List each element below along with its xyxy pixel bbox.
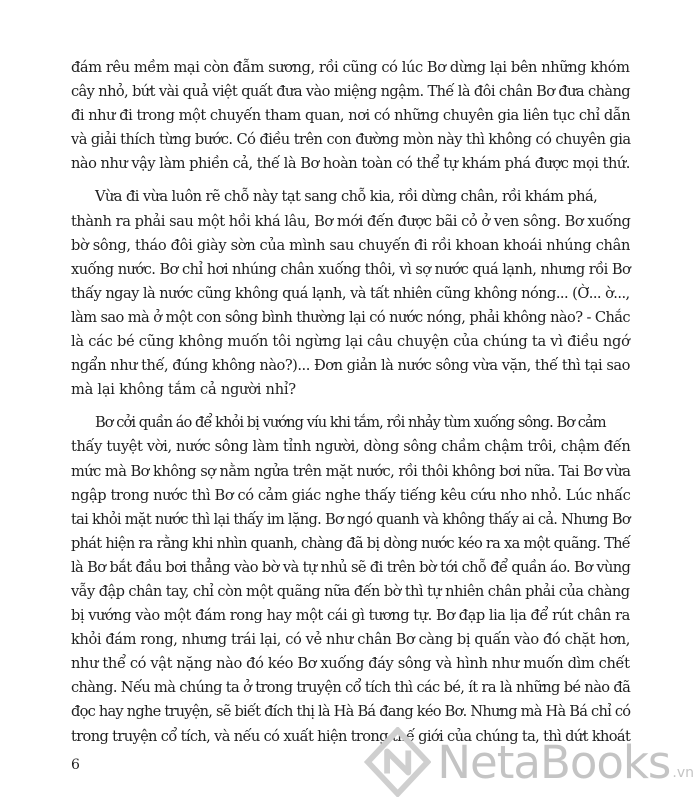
- paragraph-3: [71, 411, 630, 748]
- netabooks-logo-icon: [364, 727, 431, 797]
- text-line: là các bé cũng không muốn tôi ngừng lại câu chuyện của chúng ta vì điều ngớ: [71, 333, 630, 351]
- text-line: ngẩn như thế, đúng không nào?)... Đơn giản là nước sông vừa vặn, thế thì tại sao: [71, 357, 630, 375]
- text-line: đám rêu mềm mại còn đẫm sương, rồi cũng có lúc Bơ dừng lại bên những khóm: [71, 59, 630, 76]
- text-line: đi như đi trong một chuyến tham quan, nơi có những chuyên gia liên tục chỉ dẫn: [71, 107, 631, 125]
- text-line: trong truyện cổ tích, và nếu có xuất hiện trong thế giới của chúng ta, thì dứt khoát: [71, 727, 631, 745]
- text-line: tai khỏi mặt nước thì lại thấy im lặng. Bơ ngó quanh và không thấy ai cả. Nhưng Bơ: [71, 510, 630, 528]
- text-line: làm sao mà ở một con sông bình thường lại có nước nóng, phải không nào? - Chắc: [71, 308, 631, 326]
- text-line: ngập trong nước thì Bơ có cảm giác nghe thấy tiếng kêu cứu nho nhỏ. Lúc nhấc: [71, 486, 631, 504]
- text-line: bờ sông, tháo đôi giày sờn của mình sau chuyến đi rồi khoan khoái nhúng chân: [71, 236, 631, 254]
- page-number: 6: [71, 757, 80, 773]
- text-line: và giải thích từng bước. Có điều trên con đường mòn này thì không có chuyên gia: [71, 131, 631, 149]
- text-line: như thể có vật nặng nào đó kéo Bơ xuống đáy sông và hình như muốn dìm chết: [71, 655, 630, 673]
- text-line: đọc hay nghe truyện, sẽ biết đích thị là Hà Bá đang kéo Bơ. Nhưng mà Hà Bá chỉ có: [71, 703, 631, 721]
- text-line: là Bơ bắt đầu bơi thẳng vào bờ và tự nhủ sẽ đi trên bờ tới chỗ để quần áo. Bơ vùng: [71, 558, 631, 576]
- watermark-suffix: .vn: [672, 765, 694, 781]
- paragraph-1: [71, 56, 630, 176]
- text-line: thấy ngay là nước cũng không quá lạnh, và tất nhiên cũng không nóng... (Ờ... ờ...,: [71, 284, 630, 302]
- text-line: cây nhỏ, bứt vài quả việt quất đưa vào miệng ngậm. Thế là đôi chân Bơ đưa chàng: [71, 83, 630, 101]
- text-line: Bơ cởi quần áo để khỏi bị vướng víu khi tắm, rồi nhảy tùm xuống sông. Bơ cảm: [95, 414, 606, 432]
- text-line: phát hiện ra rằng khi nhìn quanh, chàng đã bị dòng nước kéo ra xa một quãng. Thế: [71, 534, 631, 552]
- text-line: nào như vậy làm phiền cả, thế là Bơ hoàn toàn có thể tự khám phá được mọi thứ.: [71, 155, 630, 173]
- text-line: bị vướng vào một đám rong hay một cái gì tương tự. Bơ đạp lia lịa để rút chân ra: [71, 607, 630, 625]
- watermark-text: NetaBooks: [437, 735, 671, 789]
- text-line: vẫy đập chân tay, chỉ còn một quãng nữa đến bờ thì tự nhiên chân phải của chàng: [71, 582, 630, 600]
- watermark: [364, 722, 694, 802]
- text-line: khỏi đám rong, nhưng trái lại, có vẻ như chân Bơ càng bị quấn vào đó chặt hơn,: [71, 631, 631, 649]
- text-line: chàng. Nếu mà chúng ta ở trong truyện cổ tích thì các bé, ít ra là những bé nào đã: [71, 679, 631, 697]
- text-line: thấy tuyệt vời, nước sông làm tỉnh người, dòng sông chầm chậm trôi, chậm đến: [71, 438, 631, 456]
- text-line: thành ra phải sau một hồi khá lâu, Bơ mới đến được bãi cỏ ở ven sông. Bơ xuống: [71, 212, 631, 230]
- page-text: [71, 56, 630, 758]
- paragraph-2: [71, 185, 630, 402]
- text-line: Vừa đi vừa luôn rẽ chỗ này tạt sang chỗ kia, rồi dừng chân, rồi khám phá,: [95, 188, 598, 206]
- text-line: mà lại không tắm cả người nhỉ?: [71, 381, 296, 399]
- text-line: xuống nước. Bơ chỉ hơi nhúng chân xuống thôi, vì sợ nước quá lạnh, nhưng rồi Bơ: [71, 260, 631, 278]
- text-line: mức mà Bơ không sợ nằm ngửa trên mặt nước, rồi thôi không bơi nữa. Tai Bơ vừa: [71, 462, 631, 480]
